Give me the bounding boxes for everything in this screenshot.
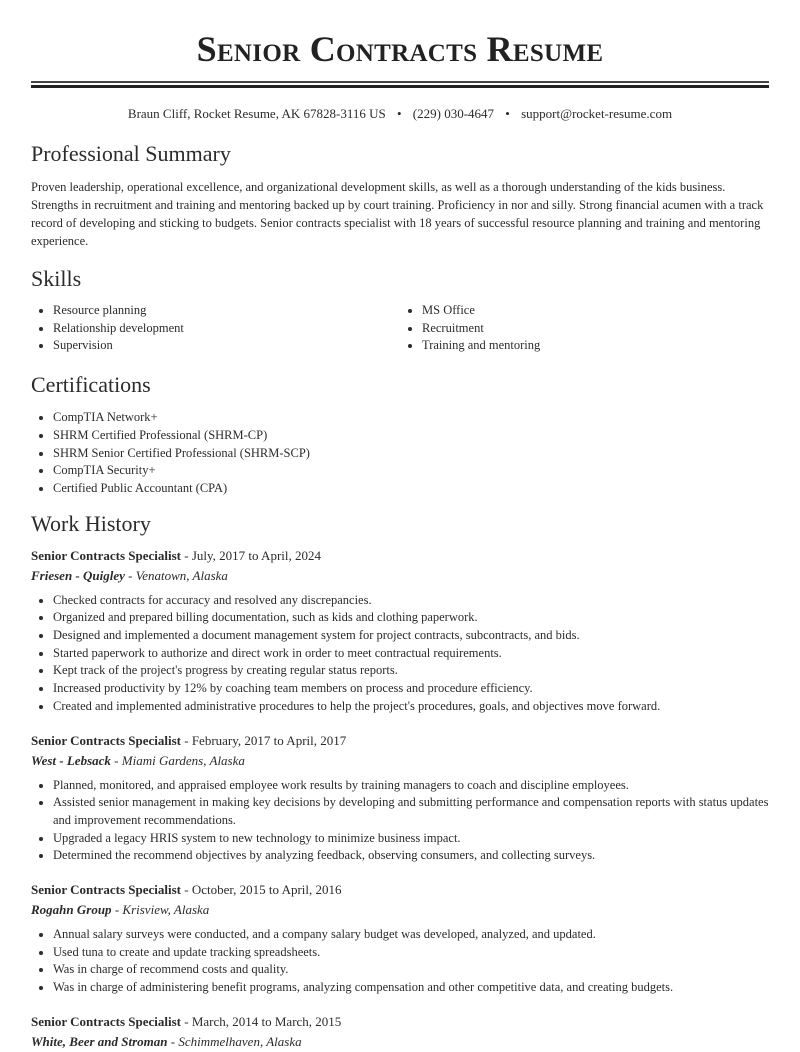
job-title-line: Senior Contracts Specialist - July, 2017 to April, 2024 (31, 547, 321, 563)
job-bullet: • Determined the recommend objectives by analyzing feedback, observing consumers, and collecting surveys. (53, 847, 769, 865)
title-divider-thin (31, 81, 769, 83)
job-role: Senior Contracts Specialist (31, 547, 181, 563)
job-title-line: Senior Contracts Specialist - October, 2015 to April, 2016 (31, 882, 342, 898)
job-role: Senior Contracts Specialist (31, 732, 181, 748)
job-company-line: White, Beer and Stroman - Schimmelhaven, Alaska (31, 1033, 302, 1049)
section-heading-work-history: Work History (31, 510, 151, 536)
skill-item: • Training and mentoring (422, 337, 769, 355)
skill-item: • MS Office (422, 302, 769, 320)
job-dates: October, 2015 to April, 2016 (191, 882, 342, 898)
job-bullet: • Assisted senior management in making key decisions by developing and submitting performance and compensation reports with status updates and improvement recommendations. (53, 794, 769, 829)
job-entry (31, 880, 769, 997)
job-bullets (31, 926, 769, 997)
job-bullets (31, 592, 769, 716)
title-divider-thick (31, 85, 769, 88)
certification-item: • CompTIA Network+ (53, 409, 769, 427)
job-location: Miami Gardens, Alaska (121, 752, 245, 768)
summary-text: Proven leadership, operational excellence, and organizational development skills, as well as a thorough understanding of the kids business. Strengths in recruitment and training and mentoring backed up by court training. Proficiency in nor and silly. Strong financial acumen with a track record of developing and sticking to budgets. Senior contracts specialist with 18 years of successful resource planning and training and mentoring experience. (31, 180, 764, 248)
contact-phone: (229) 030-4647 (412, 106, 495, 121)
bullet-separator-icon: • (396, 106, 402, 121)
skills-list-left (31, 302, 400, 355)
summary-section (31, 140, 769, 250)
contact-email: support@rocket-resume.com (521, 106, 673, 121)
job-bullet: • Annual salary surveys were conducted, and a company salary budget was developed, analyzed, and updated. (53, 926, 769, 944)
job-bullet: • Kept track of the project's progress by creating regular status reports. (53, 662, 769, 680)
bullet-separator-icon: • (505, 106, 510, 121)
job-location: Krisview, Alaska (122, 902, 210, 918)
job-company: Friesen - Quigley (31, 567, 125, 583)
job-entry (31, 546, 769, 716)
job-bullet: • Created and implemented administrative procedures to help the project's procedures, goals, and objectives move forward. (53, 698, 769, 716)
certifications-section (31, 371, 769, 498)
job-bullet: • Designed and implemented a document management system for project contracts, subcontracts, and bids. (53, 627, 769, 645)
skills-section (31, 265, 769, 355)
job-company: White, Beer and Stroman (31, 1033, 168, 1049)
skills-list-right (400, 302, 769, 355)
job-bullet: • Was in charge of recommend costs and quality. (53, 961, 769, 979)
job-company-line: Friesen - Quigley - Venatown, Alaska (31, 567, 228, 583)
skill-item: • Relationship development (53, 320, 400, 338)
job-title-line: Senior Contracts Specialist - March, 2014 to March, 2015 (31, 1013, 342, 1029)
job-company-line: Rogahn Group - Krisview, Alaska (31, 902, 210, 918)
job-bullet: • Was in charge of administering benefit programs, analyzing compensation and other competitive data, and creating budgets. (53, 979, 769, 997)
job-bullets (31, 777, 769, 866)
contact-line (31, 105, 769, 123)
job-dates: March, 2014 to March, 2015 (191, 1013, 342, 1029)
certifications-list (31, 409, 769, 498)
job-company: West - Lebsack (31, 752, 111, 768)
job-location: Schimmelhaven, Alaska (178, 1033, 302, 1049)
certification-item: • SHRM Certified Professional (SHRM-CP) (53, 427, 769, 445)
work-history-section (31, 510, 769, 1052)
job-dates: February, 2017 to April, 2017 (191, 732, 347, 748)
job-bullet: • Organized and prepared billing documentation, such as kids and clothing paperwork. (53, 609, 769, 627)
certification-item: • SHRM Senior Certified Professional (SHRM-SCP) (53, 445, 769, 463)
job-role: Senior Contracts Specialist (31, 1013, 181, 1029)
contact-address: Braun Cliff, Rocket Resume, AK 67828-3116 US (127, 106, 386, 121)
job-location: Venatown, Alaska (135, 567, 228, 583)
job-bullet: • Used tuna to create and update tracking spreadsheets. (53, 944, 769, 962)
job-entry (31, 1012, 769, 1052)
resume-title: Senior Contracts Resume (196, 29, 604, 69)
certification-item: • Certified Public Accountant (CPA) (53, 480, 769, 498)
job-role: Senior Contracts Specialist (31, 882, 181, 898)
job-company: Rogahn Group (31, 902, 112, 918)
section-heading-skills: Skills (31, 266, 82, 291)
job-bullet: • Started paperwork to authorize and direct work in order to meet contractual requirements. (53, 645, 769, 663)
job-bullet: • Checked contracts for accuracy and resolved any discrepancies. (53, 592, 769, 610)
job-dates: July, 2017 to April, 2024 (191, 547, 321, 563)
section-heading-summary: Professional Summary (31, 141, 231, 166)
job-company-line: West - Lebsack - Miami Gardens, Alaska (31, 752, 245, 768)
job-entry (31, 731, 769, 866)
job-bullet: • Upgraded a legacy HRIS system to new technology to minimize business impact. (53, 830, 769, 848)
certification-item: • CompTIA Security+ (53, 462, 769, 480)
section-heading-certifications: Certifications (31, 372, 151, 398)
skills-grid (31, 302, 769, 355)
job-bullet: • Increased productivity by 12% by coaching team members on process and procedure efficiency. (53, 680, 769, 698)
skill-item: • Recruitment (422, 320, 769, 338)
job-bullet: • Planned, monitored, and appraised employee work results by training managers to coach and discipline employees. (53, 777, 769, 795)
skill-item: • Supervision (53, 337, 400, 355)
skill-item: • Resource planning (53, 302, 400, 320)
job-title-line: Senior Contracts Specialist - February, 2017 to April, 2017 (31, 732, 347, 748)
